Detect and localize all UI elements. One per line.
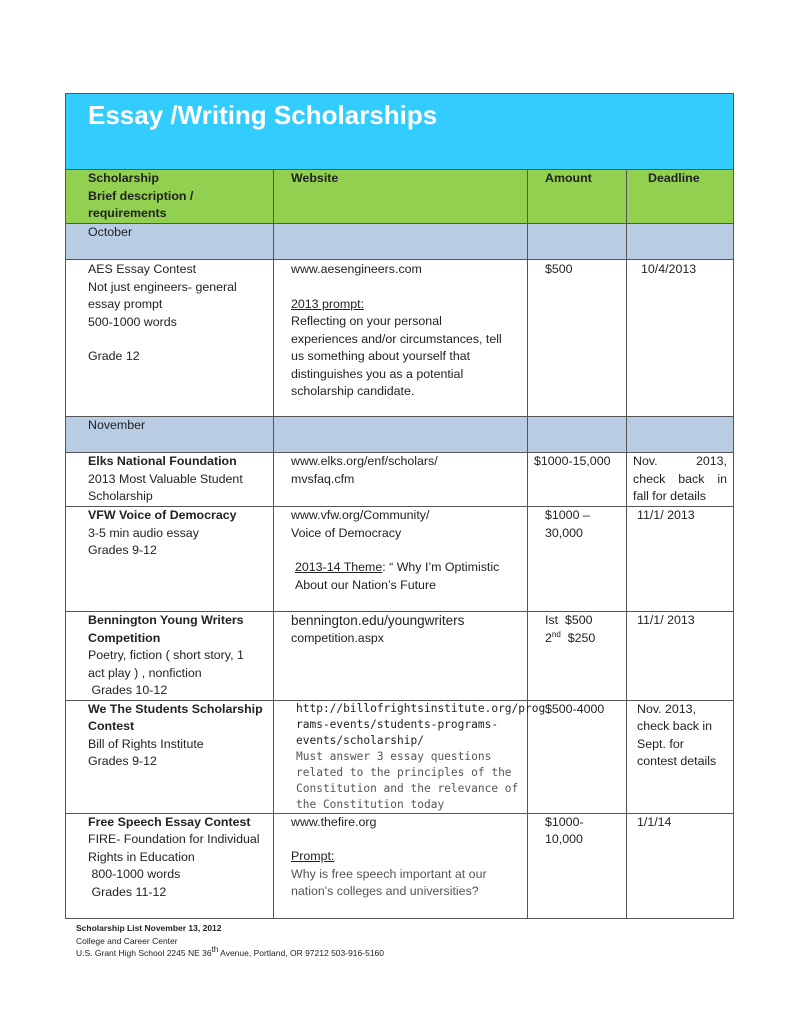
amount-first: Ist $500 [545, 613, 593, 627]
deadline-value: 10/4/2013 [641, 262, 697, 276]
header-scholarship [66, 170, 274, 224]
amount-cell [528, 700, 627, 813]
month-cell-empty [627, 417, 734, 453]
header-website [274, 170, 528, 224]
scholarship-desc-line: Grades 9-12 [88, 543, 157, 557]
footer-address-end: Avenue, Portland, OR 97212 503-916-5160 [218, 948, 384, 958]
header-row [66, 170, 734, 224]
amount-value-cont: 10,000 [545, 832, 583, 846]
theme-text: : “ Why I’m Optimistic [382, 560, 500, 574]
month-row-november [66, 417, 734, 453]
scholarship-cell [66, 507, 274, 612]
deadline-cell [627, 700, 734, 813]
website-link[interactable]: bennington.edu/youngwriters [291, 613, 465, 628]
amount-cell [528, 813, 627, 918]
scholarship-cell [66, 453, 274, 507]
scholarship-desc-line: Grades 11-12 [88, 884, 167, 899]
scholarship-name: VFW Voice of Democracy [88, 508, 237, 522]
scholarship-desc-line: Poetry, fiction ( short story, 1 [88, 648, 244, 662]
scholarship-name: Elks National Foundation [88, 454, 237, 468]
scholarship-cell [66, 700, 274, 813]
scholarship-desc-line: Not just engineers- general [88, 279, 237, 294]
prompt-label: Prompt: [291, 849, 335, 863]
website-link[interactable]: www.thefire.org [291, 814, 377, 829]
header-scholarship-line: Scholarship [88, 171, 159, 185]
prompt-line: Reflecting on your personal [291, 314, 442, 328]
website-link-cont[interactable]: rams-events/students-programs- [296, 717, 499, 731]
website-link-cont[interactable]: events/scholarship/ [296, 733, 424, 747]
prompt-line: related to the principles of the [296, 765, 512, 779]
amount-value: $1000- [545, 814, 584, 829]
theme-label: 2013-14 Theme [295, 560, 383, 574]
website-link-cont[interactable]: mvsfaq.cfm [291, 471, 355, 486]
prompt-line: Must answer 3 essay questions [296, 749, 492, 763]
deadline-line: Nov. 2013, [637, 701, 697, 716]
header-deadline [627, 170, 734, 224]
amount-cell [528, 507, 627, 612]
footer-address-start: U.S. Grant High School 2245 NE 36 [76, 948, 212, 958]
deadline-cell [627, 507, 734, 612]
month-cell-empty [528, 224, 627, 260]
scholarship-desc-line: Grades 9-12 [88, 754, 157, 768]
month-row-october [66, 224, 734, 260]
website-link[interactable]: www.elks.org/enf/scholars/ [291, 454, 438, 468]
scholarship-name: Free Speech Essay Contest [88, 814, 251, 829]
amount-value-cont: 30,000 [545, 525, 583, 540]
deadline-cell [627, 453, 734, 507]
footer-list-date: Scholarship List November 13, 2012 [76, 923, 222, 933]
table-row [66, 813, 734, 918]
theme-line: About our Nation’s Future [295, 577, 436, 592]
deadline-cell [627, 612, 734, 701]
header-amount [528, 170, 627, 224]
website-cell [274, 700, 546, 813]
scholarship-desc-line: 800-1000 words [88, 867, 181, 881]
amount-cell [528, 260, 627, 417]
scholarship-desc-line: FIRE- Foundation for Individual [88, 832, 260, 846]
table-row [66, 453, 734, 507]
deadline-cell [627, 813, 734, 918]
prompt-line: us something about yourself that [291, 349, 471, 363]
scholarship-name: AES Essay Contest [88, 262, 197, 276]
scholarship-desc-line: act play ) , nonfiction [88, 665, 202, 680]
month-cell [66, 224, 274, 260]
header-scholarship-line: Brief description / [88, 188, 194, 203]
prompt-line: the Constitution today [296, 797, 445, 811]
amount-cell [528, 612, 627, 701]
month-cell-empty [528, 417, 627, 453]
header-website-label: Website [291, 171, 339, 185]
scholarship-desc-line: 3-5 min audio essay [88, 525, 199, 540]
prompt-line: Constitution and the relevance of [296, 781, 519, 795]
page-title: Essay /Writing Scholarships [88, 100, 438, 130]
title-cell [66, 94, 734, 170]
table-row [66, 507, 734, 612]
prompt-line: distinguishes you as a potential [291, 366, 464, 381]
scholarship-desc-line: 500-1000 words [88, 314, 177, 329]
title-row [66, 94, 734, 170]
header-scholarship-line: requirements [88, 206, 167, 220]
amount-second-num: 2 [545, 630, 552, 645]
prompt-line: experiences and/or circumstances, tell [291, 331, 502, 346]
amount-value: $1000-15,000 [534, 454, 611, 468]
month-cell-empty [274, 224, 528, 260]
scholarship-cell [66, 260, 274, 417]
website-link[interactable]: http://billofrightsinstitute.org/prog [296, 701, 546, 715]
deadline-value: Nov. 2013, check back in fall for details [633, 454, 727, 503]
amount-cell [528, 453, 627, 507]
prompt-label: 2013 prompt: [291, 296, 365, 311]
deadline-cell [627, 260, 734, 417]
table-row [66, 612, 734, 701]
scholarship-desc-line: Scholarship [88, 489, 153, 503]
footer-center-name: College and Career Center [76, 935, 178, 946]
scholarship-table [65, 93, 734, 919]
month-cell [66, 417, 274, 453]
prompt-line: nation's colleges and universities? [291, 884, 479, 898]
deadline-line: check back in [637, 719, 713, 733]
website-cell [274, 813, 528, 918]
website-cell [274, 612, 528, 701]
header-deadline-label: Deadline [648, 171, 700, 185]
amount-second-sup: nd [551, 629, 561, 639]
prompt-line: Why is free speech important at our [291, 866, 487, 881]
website-cell [274, 260, 528, 417]
scholarship-cell [66, 813, 274, 918]
deadline-line: Sept. for [637, 736, 684, 751]
month-cell-empty [274, 417, 528, 453]
scholarship-desc-line: Grades 10-12 [88, 683, 168, 697]
deadline-value: 11/1/ 2013 [637, 508, 695, 522]
month-cell-empty [627, 224, 734, 260]
deadline-line: contest details [637, 754, 717, 768]
table-row [66, 260, 734, 417]
footer-address [76, 947, 384, 960]
header-amount-label: Amount [545, 171, 592, 185]
table-row [66, 700, 734, 813]
website-link[interactable]: www.vfw.org/Community/ [291, 508, 430, 522]
amount-value: $500-4000 [545, 701, 605, 716]
amount-second-value: $250 [560, 630, 596, 645]
scholarship-desc-line: Bill of Rights Institute [88, 736, 204, 751]
month-label: October [88, 225, 133, 239]
amount-second [545, 630, 626, 648]
amount-value: $1000 – [545, 508, 590, 522]
footer-address-sup: th [211, 945, 219, 955]
scholarship-desc-line: Rights in Education [88, 849, 195, 864]
website-link[interactable]: www.aesengineers.com [291, 262, 422, 276]
deadline-value: 1/1/14 [637, 814, 672, 829]
scholarship-cell [66, 612, 274, 701]
website-cell [274, 507, 528, 612]
deadline-value: 11/1/ 2013 [637, 613, 695, 627]
page-footer [76, 922, 384, 960]
scholarship-name: Bennington Young Writers Competition [88, 613, 244, 645]
website-link-cont[interactable]: competition.aspx [291, 630, 384, 645]
scholarship-grade: Grade 12 [88, 349, 140, 363]
theme-line [291, 559, 521, 577]
month-label: November [88, 418, 146, 432]
website-link-cont[interactable]: Voice of Democracy [291, 525, 402, 540]
scholarship-name: We The Students Scholarship Contest [88, 701, 263, 733]
prompt-line: scholarship candidate. [291, 384, 415, 398]
scholarship-desc-line: 2013 Most Valuable Student [88, 471, 243, 486]
scholarship-desc-line: essay prompt [88, 297, 163, 311]
website-cell [274, 453, 528, 507]
amount-value: $500 [545, 262, 573, 276]
